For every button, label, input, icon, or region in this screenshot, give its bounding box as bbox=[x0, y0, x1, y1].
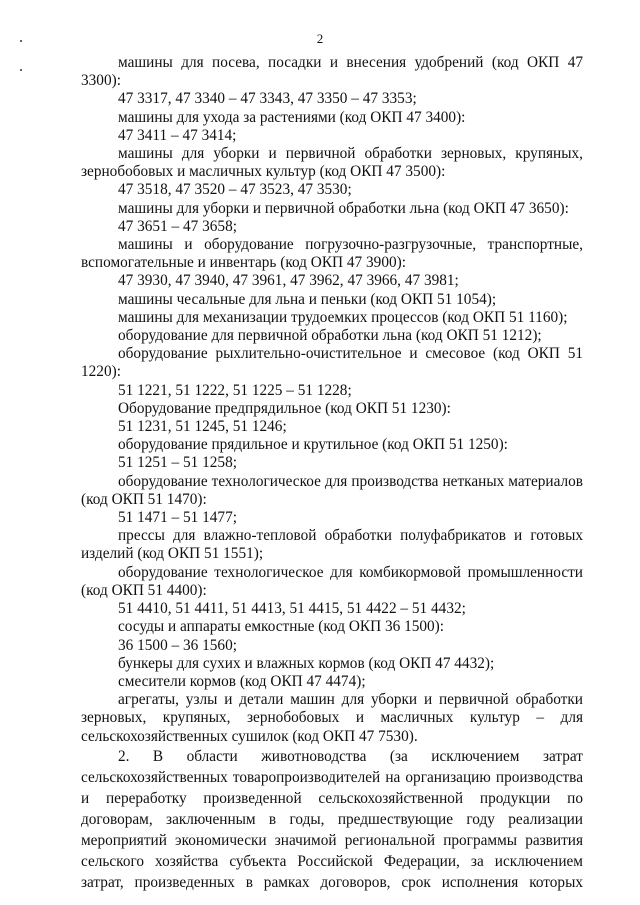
paragraph: 51 4410, 51 4411, 51 4413, 51 4415, 51 4422 – 51 4432; bbox=[118, 600, 466, 618]
paragraph: 51 1471 – 51 1477; bbox=[118, 509, 237, 527]
paragraph: оборудование прядильное и крутильное (код ОКП 51 1250): bbox=[118, 436, 508, 454]
paragraph: бункеры для сухих и влажных кормов (код ОКП 47 4432); bbox=[118, 654, 495, 672]
paragraph: смесители кормов (код ОКП 47 4474); bbox=[118, 672, 366, 690]
paragraph: оборудование технологическое для производства нетканых материалов (код ОКП 51 1470): bbox=[81, 472, 583, 508]
paragraph: машины чесальные для льна и пеньки (код ОКП 51 1054); bbox=[118, 290, 497, 308]
paragraph: машины для ухода за растениями (код ОКП 47 3400): bbox=[118, 108, 466, 126]
paragraph: оборудование для первичной обработки льна (код ОКП 51 1212); bbox=[118, 327, 542, 345]
paragraph: машины для посева, посадки и внесения удобрений (код ОКП 47 3300): bbox=[81, 54, 583, 90]
paragraph: 47 3930, 47 3940, 47 3961, 47 3962, 47 3966, 47 3981; bbox=[118, 272, 459, 290]
paragraph: машины для уборки и первичной обработки льна (код ОКП 47 3650): bbox=[118, 199, 569, 217]
paragraph: 51 1231, 51 1245, 51 1246; bbox=[118, 418, 287, 436]
paragraph: 47 3317, 47 3340 – 47 3343, 47 3350 – 47 3353; bbox=[118, 90, 417, 108]
paragraph: машины и оборудование погрузочно-разгрузочные, транспортные, вспомогательные и инвентарь (код ОКП 47 3900): bbox=[81, 236, 583, 272]
document-body bbox=[81, 54, 583, 893]
paragraph: оборудование технологическое для комбикормовой промышленности (код ОКП 51 4400): bbox=[81, 563, 583, 599]
paragraph: 36 1500 – 36 1560; bbox=[118, 636, 237, 654]
paragraph: машины для уборки и первичной обработки зерновых, крупяных, зернобобовых и масличных культур (код ОКП 47 3500): bbox=[81, 145, 583, 181]
paragraph: прессы для влажно-тепловой обработки полуфабрикатов и готовых изделий (код ОКП 51 1551); bbox=[81, 527, 583, 563]
paragraph: 47 3651 – 47 3658; bbox=[118, 217, 237, 235]
paragraph: машины для механизации трудоемких процессов (код ОКП 51 1160); bbox=[118, 308, 568, 326]
paragraph: агрегаты, узлы и детали машин для уборки и первичной обработки зерновых, крупяных, зернобобовых и масличных культур – для сельскохозяйственных сушилок (код ОКП 47 7530). bbox=[81, 691, 583, 745]
paragraph: 51 1221, 51 1222, 51 1225 – 51 1228; bbox=[118, 381, 352, 399]
page-number: 2 bbox=[316, 31, 324, 46]
paragraph: 47 3518, 47 3520 – 47 3523, 47 3530; bbox=[118, 181, 352, 199]
paragraph: Оборудование предпрядильное (код ОКП 51 1230): bbox=[118, 399, 451, 417]
paragraph: 2. В области животноводства (за исключением затрат сельскохозяйственных товаропроизводителей на организацию производства и переработку произведенной сельскохозяйственной продукции по договорам, заключенным в годы, предшествующие году реализации мероприятий экономически значимой региональной программы развития сельского хозяйства субъекта Российской Федерации, за исключением затрат, произведенных в рамках договоров, срок исполнения которых bbox=[81, 747, 583, 891]
paragraph: сосуды и аппараты емкостные (код ОКП 36 1500): bbox=[118, 618, 445, 636]
scan-speck bbox=[20, 69, 22, 71]
paragraph: 51 1251 – 51 1258; bbox=[118, 454, 237, 472]
scan-speck bbox=[20, 40, 22, 42]
paragraph: 47 3411 – 47 3414; bbox=[118, 126, 237, 144]
paragraph: оборудование рыхлительно-очистительное и смесовое (код ОКП 51 1220): bbox=[81, 345, 583, 381]
